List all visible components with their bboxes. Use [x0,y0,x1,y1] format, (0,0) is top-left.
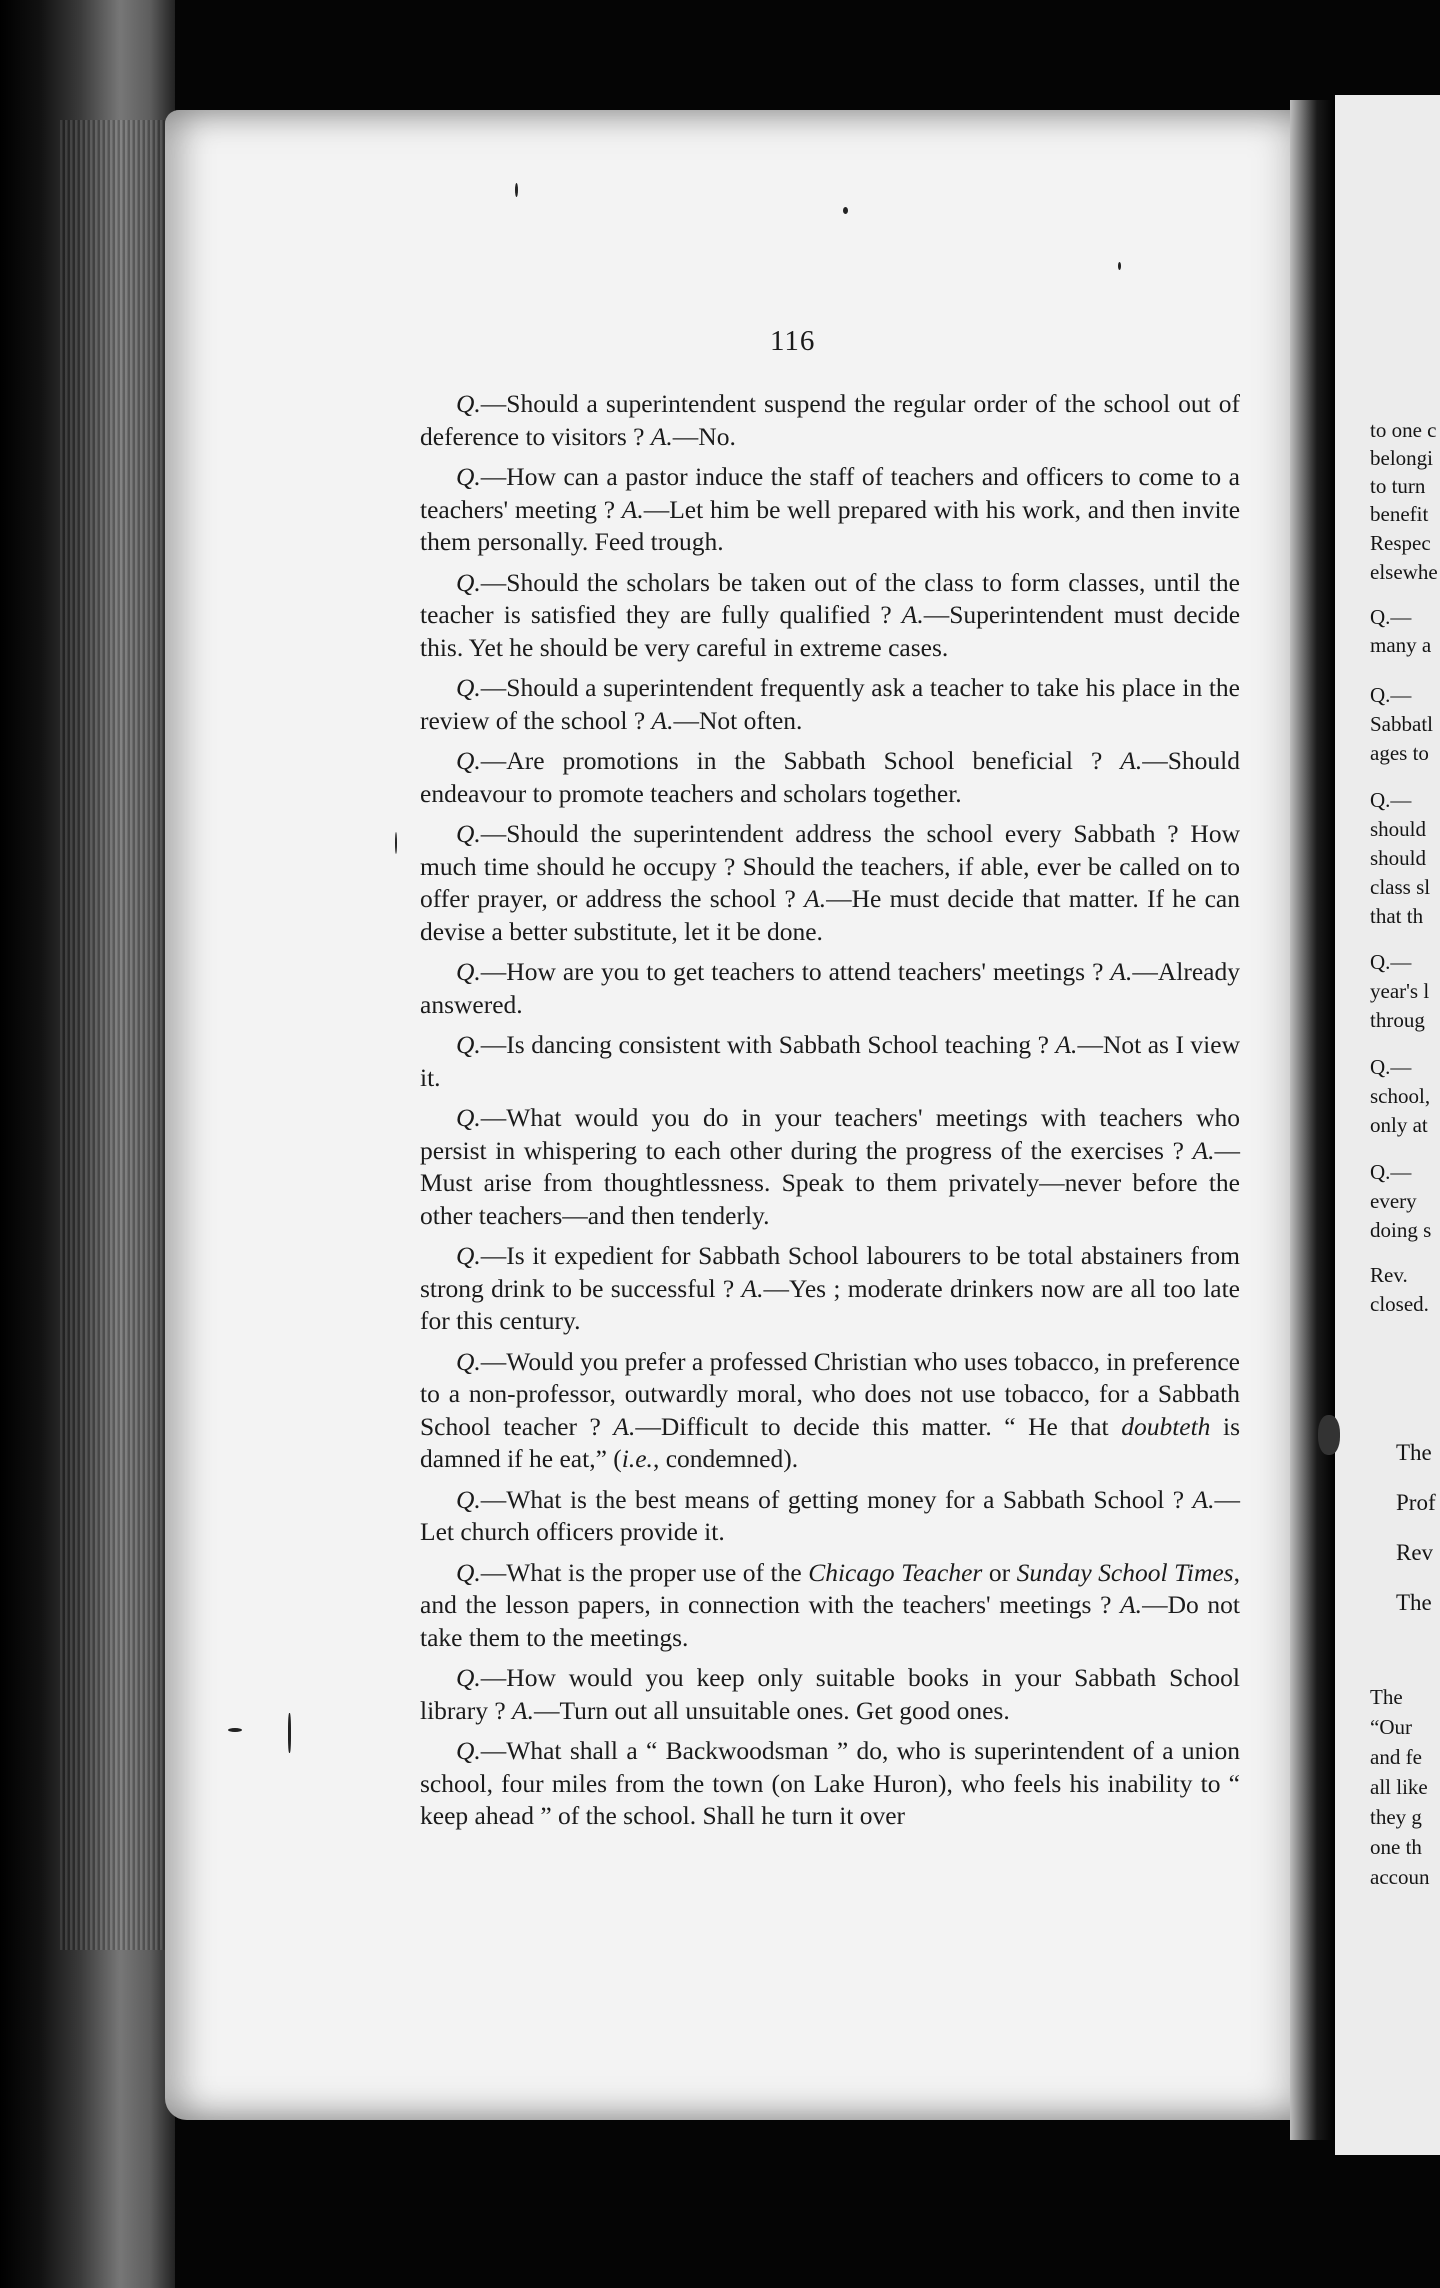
facing-page-line: belongi [1370,446,1433,470]
qa-paragraph [420,1102,1240,1232]
facing-page-line: Q.— [1370,683,1412,707]
facing-page-line: to one c [1370,418,1437,442]
facing-page-line: many a [1370,633,1432,657]
facing-page-line: closed. [1370,1292,1429,1316]
facing-page-line: Rev. [1370,1263,1408,1287]
answer-marker: A. [1192,1484,1215,1514]
question-text: —Should the superintendent address the school every Sabbath ? How much time should he occupy ? Should the teachers, if able, ever be called on to offer prayer, or address the school ? [420,819,1240,913]
facing-page-line: and fe [1370,1745,1422,1769]
book-fore-edge [0,0,175,2288]
answer-text: —Let church officers provide it. [420,1484,1240,1546]
question-text: —Is dancing consistent with Sabbath School teaching ? [480,1030,1049,1059]
answer-text: —Must arise from thoughtlessness. Speak to them privately—never before the other teachers—and then tenderly. [420,1135,1241,1230]
question-marker: Q. [456,819,481,848]
question-text: —How can a pastor induce the staff of teachers and officers to come to a teachers' meeting ? [420,462,1240,524]
answer-text: —Not as I view it. [420,1030,1241,1092]
qa-paragraph [420,672,1240,737]
question-marker: Q. [456,746,481,775]
qa-paragraph [420,745,1240,810]
answer-text: , condemned). [652,1444,799,1473]
answer-text: —Difficult to decide this matter. “ He that [635,1411,1122,1441]
facing-page-line: should [1370,846,1427,870]
facing-page-line: all like [1370,1775,1428,1799]
question-text: —Would you prefer a professed Christian who uses tobacco, in preference to a non-professor, outwardly moral, who does not use tobacco, for a Sabbath School teacher ? [420,1346,1240,1441]
facing-page-line: Q.— [1370,788,1412,812]
question-marker: Q. [456,567,481,597]
facing-page-line: “Our [1370,1715,1412,1739]
answer-text: is damned if he eat,” ( [420,1411,1240,1473]
question-text: —Should a superintendent frequently ask a teacher to take his place in the review of the school ? [420,673,1240,735]
facing-page-line: to turn [1370,474,1426,498]
answer-emphasis: i.e. [621,1444,653,1473]
scan-speck [1118,262,1121,270]
question-marker: Q. [456,1346,481,1376]
page-body [420,388,1240,1841]
scan-speck [1318,1415,1340,1455]
qa-paragraph [420,1029,1240,1094]
scan-speck [288,1713,291,1753]
question-marker: Q. [456,1241,481,1270]
question-text: —What is the best means of getting money for a Sabbath School ? [480,1484,1185,1514]
question-text: , and the lesson papers, in connection with the teachers' meetings ? [420,1557,1240,1619]
qa-paragraph [420,461,1240,559]
answer-text: —Already answered. [420,957,1240,1019]
answer-marker: A. [1110,957,1133,986]
question-marker: Q. [456,462,481,491]
answer-text: —He must decide that matter. If he can devise a better substitute, let it be done. [420,884,1241,946]
answer-marker: A. [651,705,674,735]
answer-marker: A. [512,1695,534,1725]
facing-page-line: ages to [1370,741,1429,765]
question-text: —How would you keep only suitable books in your Sabbath School library ? [420,1663,1240,1725]
question-text: —Is it expedient for Sabbath School labourers to be total abstainers from strong drink to be successful ? [420,1241,1240,1303]
qa-paragraph [420,1240,1240,1338]
question-text: —What is the proper use of the [480,1557,809,1587]
qa-paragraph [420,567,1240,665]
answer-text: —Let him be well prepared with his work, and then invite them personally. Feed trough. [420,494,1241,556]
qa-paragraph [420,1346,1240,1476]
answer-marker: A. [901,600,924,629]
question-marker: Q. [456,1103,481,1132]
book-gutter [1290,100,1335,2140]
question-text: —What would you do in your teachers' meetings with teachers who persist in whispering to each other during the progress of the exercises ? [420,1103,1240,1165]
question-marker: Q. [456,673,481,702]
facing-page-line: only at [1370,1113,1428,1137]
facing-page-line: one th [1370,1835,1422,1859]
answer-text: —Turn out all unsuitable ones. Get good ones. [534,1695,1010,1725]
answer-text: —Not often. [673,705,803,735]
publication-title: Chicago Teacher [808,1557,983,1587]
publication-title: Sunday School Times [1016,1557,1234,1587]
answer-marker: A. [804,884,827,913]
question-text: —Are promotions in the Sabbath School beneficial ? [480,746,1103,775]
question-text: —Should the scholars be taken out of the class to form classes, until the teacher is satisfied they are fully qualified ? [420,567,1240,629]
question-text: —What shall a “ Backwoodsman ” do, who is superintendent of a union school, four miles from the town (on Lake Huron), who feels his inability to “ keep ahead ” of the school. Shall he turn it over [420,1736,1240,1830]
facing-page-line: every [1370,1189,1417,1213]
question-text: or [982,1557,1017,1587]
answer-text: —Do not take them to the meetings. [420,1590,1241,1652]
question-marker: Q. [456,1484,481,1514]
facing-page-line: accoun [1370,1865,1430,1889]
scan-speck [843,207,848,214]
page-edges [60,120,170,1950]
question-marker: Q. [456,957,481,986]
question-text: —Should a superintendent suspend the regular order of the school out of deference to visitors ? [420,389,1240,451]
answer-marker: A. [1192,1135,1215,1165]
qa-paragraph [420,1662,1240,1727]
facing-page-line: The [1370,1685,1403,1709]
qa-paragraph [420,1557,1240,1655]
facing-page-line: they g [1370,1805,1422,1829]
facing-page-line: school, [1370,1084,1431,1108]
question-marker: Q. [456,1663,481,1692]
answer-text: —Should endeavour to promote teachers and scholars together. [420,746,1240,808]
answer-marker: A. [1055,1030,1078,1059]
facing-page-line: Rev [1396,1540,1434,1565]
qa-paragraph [420,388,1240,453]
scan-speck [395,832,397,854]
question-marker: Q. [456,1030,481,1059]
answer-text: —No. [672,421,736,451]
facing-page-line: Sabbatl [1370,712,1433,736]
facing-page-line: benefit [1370,502,1429,526]
facing-page-line: that th [1370,904,1424,928]
qa-paragraph [420,1484,1240,1549]
answer-text: —Yes ; moderate drinkers now are all too late for this century. [420,1273,1240,1335]
answer-marker: A. [650,421,673,451]
facing-page-line: class sl [1370,875,1431,899]
facing-page-line: year's l [1370,979,1430,1003]
qa-paragraph [420,818,1240,948]
answer-marker: A. [613,1411,636,1441]
qa-paragraph [420,1735,1240,1833]
facing-page-line: Q.— [1370,1160,1412,1184]
scan-speck [228,1728,242,1732]
facing-page-line: The [1396,1440,1432,1465]
question-marker: Q. [456,1557,481,1587]
answer-text: —Superintendent must decide this. Yet he should be very careful in extreme cases. [420,600,1241,662]
facing-page-line: should [1370,817,1427,841]
answer-emphasis: doubteth [1121,1411,1211,1441]
facing-page-line: doing s [1370,1218,1432,1242]
question-text: —How are you to get teachers to attend teachers' meetings ? [480,957,1104,986]
qa-paragraph [420,956,1240,1021]
scan-speck [515,183,518,197]
answer-marker: A. [1120,746,1143,775]
facing-page-line: The [1396,1590,1432,1615]
facing-page-line: Prof [1396,1490,1436,1515]
facing-page-line: throug [1370,1008,1425,1032]
facing-page-line: Q.— [1370,605,1412,629]
page-number: 116 [770,325,816,357]
question-marker: Q. [456,389,481,418]
facing-page-line: Q.— [1370,950,1412,974]
facing-page-line: elsewhe [1370,560,1438,584]
answer-marker: A. [1120,1590,1143,1619]
answer-marker: A. [621,494,644,524]
question-marker: Q. [456,1736,481,1765]
answer-marker: A. [741,1273,764,1303]
facing-page-line: Q.— [1370,1055,1412,1079]
facing-page-line: Respec [1370,531,1431,555]
